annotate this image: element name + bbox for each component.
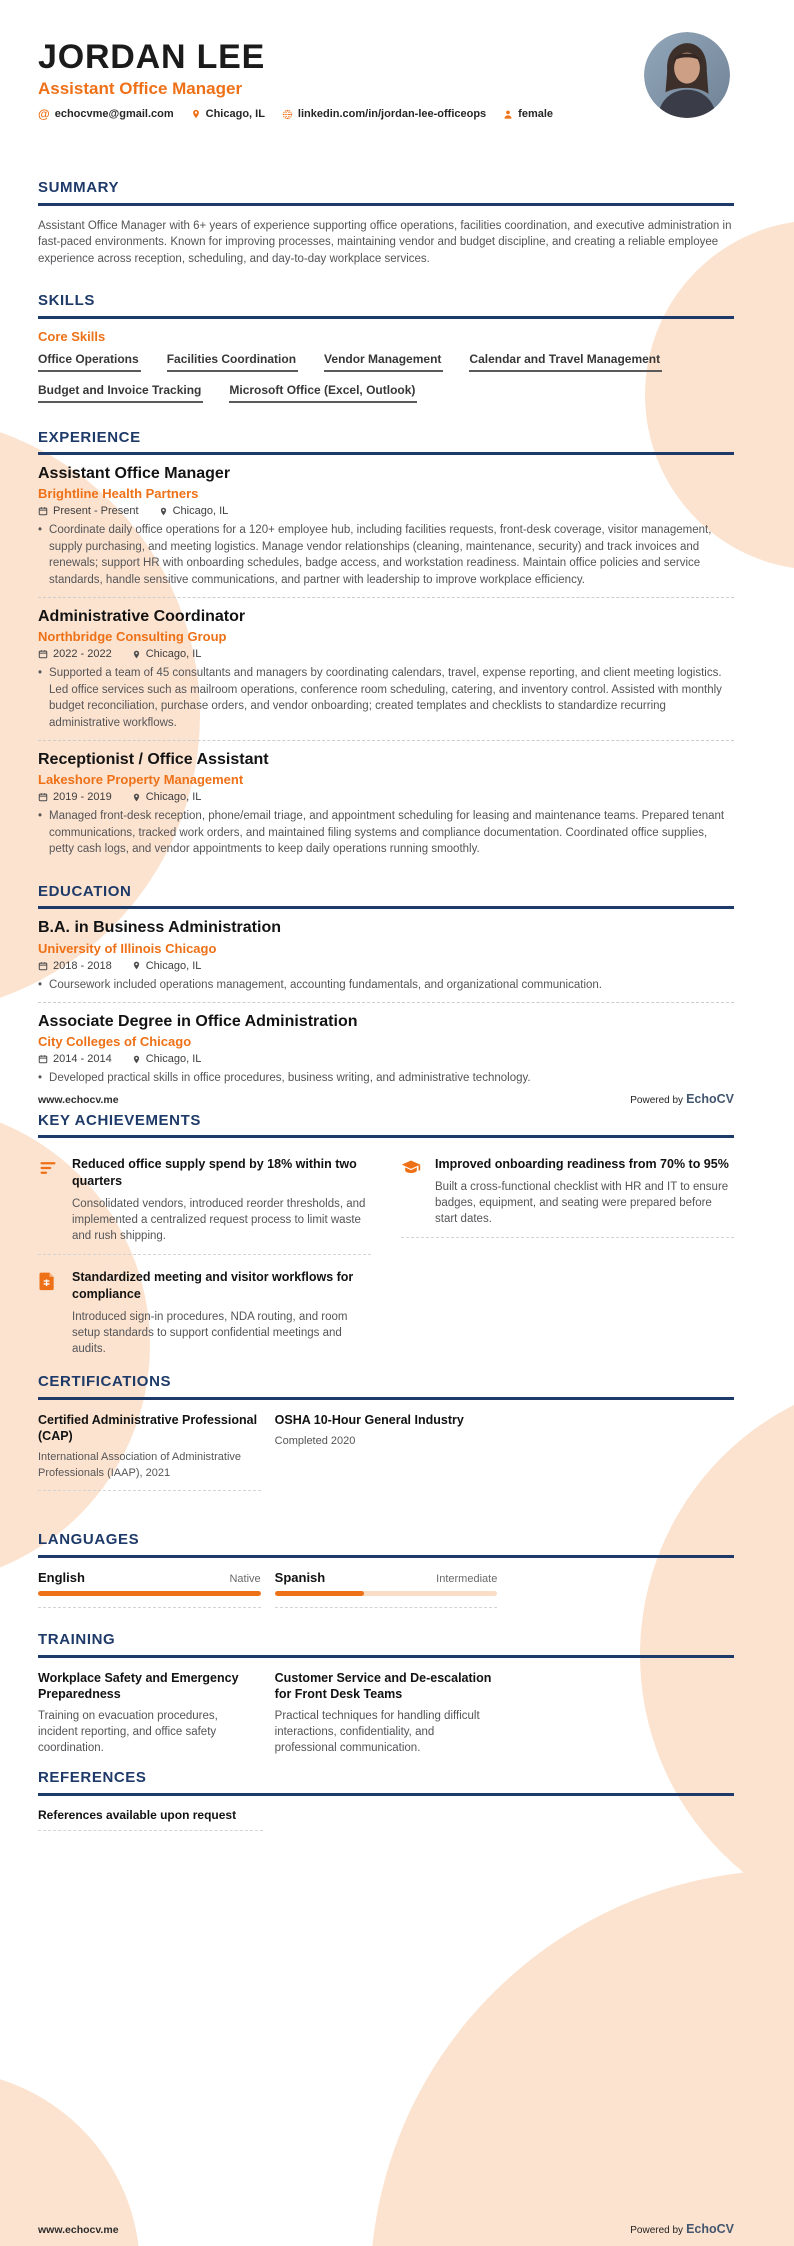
skill-item: Office Operations	[38, 352, 141, 372]
achievement-title: Standardized meeting and visitor workflows for compliance	[72, 1270, 354, 1301]
section-rule	[38, 1135, 734, 1138]
section-training	[38, 1631, 734, 1757]
language-bar	[38, 1591, 261, 1596]
job-location: Chicago, IL	[132, 791, 202, 803]
divider	[275, 1607, 498, 1608]
education-dates: 2018 - 2018	[38, 960, 112, 972]
section-rule	[38, 906, 734, 909]
skill-item: Budget and Invoice Tracking	[38, 383, 203, 403]
achievement-item	[38, 1156, 371, 1255]
training-description: Training on evacuation procedures, incident reporting, and office safety coordination.	[38, 1710, 218, 1755]
footer-site-link[interactable]: www.echocv.me	[38, 1094, 119, 1106]
achievement-title: Reduced office supply spend by 18% within two quarters	[72, 1157, 357, 1188]
divider	[38, 740, 734, 741]
language-bar-fill	[275, 1591, 364, 1596]
candidate-name: JORDAN LEE	[38, 38, 266, 76]
education-entry	[38, 1012, 734, 1087]
contact-email[interactable]: @ echocvme@gmail.com	[38, 107, 174, 121]
divider	[38, 1607, 261, 1608]
skill-item: Vendor Management	[324, 352, 443, 372]
document-icon	[38, 1269, 60, 1357]
calendar-icon	[38, 961, 48, 971]
section-rule	[38, 203, 734, 206]
powered-by: Powered by EchoCV	[630, 2222, 734, 2236]
globe-icon	[282, 109, 293, 120]
job-title: Receptionist / Office Assistant	[38, 751, 269, 769]
job-bullet: • Coordinate daily office operations for a 120+ employee hub, including facilities requests, front-desk coverage, visitor management, supply purchasing, and meeting logistics. Manage vendor relationships (cleaning, maintenance, security) and track invoices and renewals; support HR with onboarding schedules, badge access, and workstation readiness. Maintain office policies and service standards, handle sensitive communications, and partner with leadership to improve workplace efficiency.	[38, 524, 712, 586]
location-pin-icon	[132, 649, 141, 660]
contact-location: Chicago, IL	[191, 108, 265, 120]
decor-circle-bottom-left	[0, 2070, 140, 2246]
skills-list	[38, 352, 734, 403]
training-item	[38, 1670, 261, 1757]
decor-circle-bottom-right	[370, 1870, 794, 2246]
location-pin-icon	[132, 792, 141, 803]
company-name: Northbridge Consulting Group	[38, 629, 227, 645]
training-title: Workplace Safety and Emergency Preparedness	[38, 1670, 239, 1701]
school-name: City Colleges of Chicago	[38, 1034, 192, 1050]
location-pin-icon	[132, 960, 141, 971]
avatar	[644, 32, 730, 118]
job-title: Administrative Coordinator	[38, 608, 246, 626]
calendar-icon	[38, 506, 48, 516]
school-name: University of Illinois Chicago	[38, 940, 217, 956]
skills-group-label: Core Skills	[38, 328, 106, 344]
email-icon: @	[38, 107, 50, 121]
divider	[401, 1237, 734, 1238]
job-meta	[38, 791, 734, 803]
achievement-item	[401, 1156, 734, 1255]
page-footer	[38, 2222, 734, 2236]
skills-heading: SKILLS	[38, 291, 95, 309]
certification-subtitle: International Association of Administrative Professionals (IAAP), 2021	[38, 1451, 242, 1479]
brand-logo: EchoCV	[686, 1092, 734, 1106]
company-name: Brightline Health Partners	[38, 486, 199, 502]
education-entry	[38, 918, 734, 1003]
training-heading: TRAINING	[38, 1630, 116, 1648]
references-heading: REFERENCES	[38, 1769, 147, 1787]
contact-gender: female	[503, 108, 553, 120]
section-education	[38, 883, 734, 1087]
job-location: Chicago, IL	[159, 505, 229, 517]
training-title: Customer Service and De-escalation for Front Desk Teams	[274, 1670, 492, 1701]
section-rule	[38, 1397, 734, 1400]
education-dates: 2014 - 2014	[38, 1053, 112, 1065]
experience-entry	[38, 464, 734, 598]
languages-heading: LANGUAGES	[38, 1531, 140, 1549]
job-meta	[38, 648, 734, 660]
divider	[38, 597, 734, 598]
summary-text: Assistant Office Manager with 6+ years of experience supporting office operations, facilities coordination, and executive administration in fast-paced environments. Known for improving processes, maintaining vendor and budget discipline, and creating a reliable employee experience across reception, scheduling, and day-to-day workplace services.	[38, 219, 732, 266]
section-skills	[38, 292, 734, 403]
graduation-cap-icon	[401, 1156, 423, 1227]
language-level: Intermediate	[436, 1572, 498, 1585]
job-dates: 2019 - 2019	[38, 791, 112, 803]
section-rule	[38, 1555, 734, 1558]
training-description: Practical techniques for handling difficult interactions, confidentiality, and professional communication.	[274, 1710, 480, 1755]
achievement-description: Built a cross-functional checklist with HR and IT to ensure badges, equipment, and seating were prepared before start dates.	[435, 1180, 729, 1226]
education-bullet: • Coursework included operations management, accounting fundamentals, and organizational communication.	[38, 978, 602, 991]
achievement-title: Improved onboarding readiness from 70% to 95%	[435, 1157, 729, 1171]
person-icon	[503, 109, 513, 120]
calendar-icon	[38, 792, 48, 802]
page-footer	[38, 1092, 734, 1106]
divider	[38, 1002, 734, 1003]
job-bullet: • Managed front-desk reception, phone/email triage, and appointment scheduling for leasing and maintenance teams. Prepared tenant communications, tracked work orders, and maintained filing systems and compliance documentation. Coordinated office supplies, petty cash logs, and vendor appointments to keep daily operations running smoothly.	[38, 810, 725, 856]
certification-item	[38, 1412, 261, 1491]
section-rule	[38, 1793, 734, 1796]
education-meta	[38, 1053, 734, 1065]
location-pin-icon	[191, 108, 201, 120]
powered-by: Powered by EchoCV	[630, 1092, 734, 1106]
training-item	[275, 1670, 498, 1757]
divider	[38, 1254, 371, 1255]
footer-site-link[interactable]: www.echocv.me	[38, 2224, 119, 2236]
job-location: Chicago, IL	[132, 648, 202, 660]
section-achievements-heading	[38, 1112, 734, 1139]
divider	[38, 1830, 263, 1831]
section-rule	[38, 1655, 734, 1658]
job-bullet: • Supported a team of 45 consultants and managers by coordinating calendars, travel, expense reporting, and client meeting logistics. Led office services such as mailroom operations, conference room scheduling, catering, and inventory control. Assisted with monthly budget reconciliation, purchase orders, and vendor onboarding; created templates and checklists to standardize recurring administrative workflows.	[38, 667, 722, 729]
calendar-icon	[38, 649, 48, 659]
avatar-photo	[644, 32, 730, 118]
location-pin-icon	[159, 506, 168, 517]
achievement-description: Consolidated vendors, introduced reorder thresholds, and implemented a centralized request process to limit waste and rush shipping.	[72, 1197, 366, 1242]
certification-title: OSHA 10-Hour General Industry	[274, 1412, 464, 1427]
language-level: Native	[229, 1572, 261, 1585]
skill-item: Facilities Coordination	[167, 352, 298, 372]
certification-item	[275, 1412, 498, 1491]
section-languages	[38, 1531, 734, 1608]
skill-item: Microsoft Office (Excel, Outlook)	[229, 383, 417, 403]
education-heading: EDUCATION	[38, 882, 132, 900]
divider	[38, 1490, 261, 1491]
language-bar	[275, 1591, 498, 1596]
certifications-heading: CERTIFICATIONS	[38, 1373, 172, 1391]
education-meta	[38, 960, 734, 972]
education-location: Chicago, IL	[132, 960, 202, 972]
language-item	[275, 1570, 498, 1608]
list-icon	[38, 1156, 60, 1244]
section-rule	[38, 316, 734, 319]
references-text: References available upon request	[38, 1808, 237, 1823]
experience-entry	[38, 607, 734, 741]
job-title: Assistant Office Manager	[38, 465, 231, 483]
section-summary	[38, 179, 734, 268]
contact-linkedin[interactable]: linkedin.com/in/jordan-lee-officeops	[282, 108, 486, 120]
achievement-item	[38, 1269, 371, 1357]
job-dates: Present - Present	[38, 505, 139, 517]
candidate-title: Assistant Office Manager	[38, 79, 243, 98]
degree-title: B.A. in Business Administration	[38, 919, 281, 937]
language-bar-fill	[38, 1591, 261, 1596]
skill-item: Calendar and Travel Management	[469, 352, 662, 372]
calendar-icon	[38, 1054, 48, 1064]
section-certifications	[38, 1373, 734, 1491]
certification-subtitle: Completed 2020	[274, 1435, 356, 1448]
section-rule	[38, 452, 734, 455]
job-meta	[38, 505, 734, 517]
language-name: English	[38, 1569, 85, 1585]
company-name: Lakeshore Property Management	[38, 772, 244, 788]
education-bullet: • Developed practical skills in office procedures, business writing, and administrative technology.	[38, 1072, 531, 1085]
achievement-description: Introduced sign-in procedures, NDA routing, and room setup standards to support confidential meetings and audits.	[72, 1310, 348, 1355]
achievements-grid	[38, 1156, 734, 1357]
certification-title: Certified Administrative Professional (CAP)	[38, 1412, 258, 1444]
job-dates: 2022 - 2022	[38, 648, 112, 660]
achievements-heading: KEY ACHIEVEMENTS	[38, 1111, 201, 1129]
contact-row	[38, 107, 734, 121]
location-pin-icon	[132, 1054, 141, 1065]
language-name: Spanish	[274, 1569, 326, 1585]
experience-entry	[38, 750, 734, 858]
section-references	[38, 1769, 734, 1831]
degree-title: Associate Degree in Office Administration	[38, 1013, 358, 1031]
experience-heading: EXPERIENCE	[38, 428, 141, 446]
section-experience	[38, 429, 734, 858]
language-item	[38, 1570, 261, 1608]
education-location: Chicago, IL	[132, 1053, 202, 1065]
brand-logo: EchoCV	[686, 2222, 734, 2236]
summary-heading: SUMMARY	[38, 179, 120, 196]
